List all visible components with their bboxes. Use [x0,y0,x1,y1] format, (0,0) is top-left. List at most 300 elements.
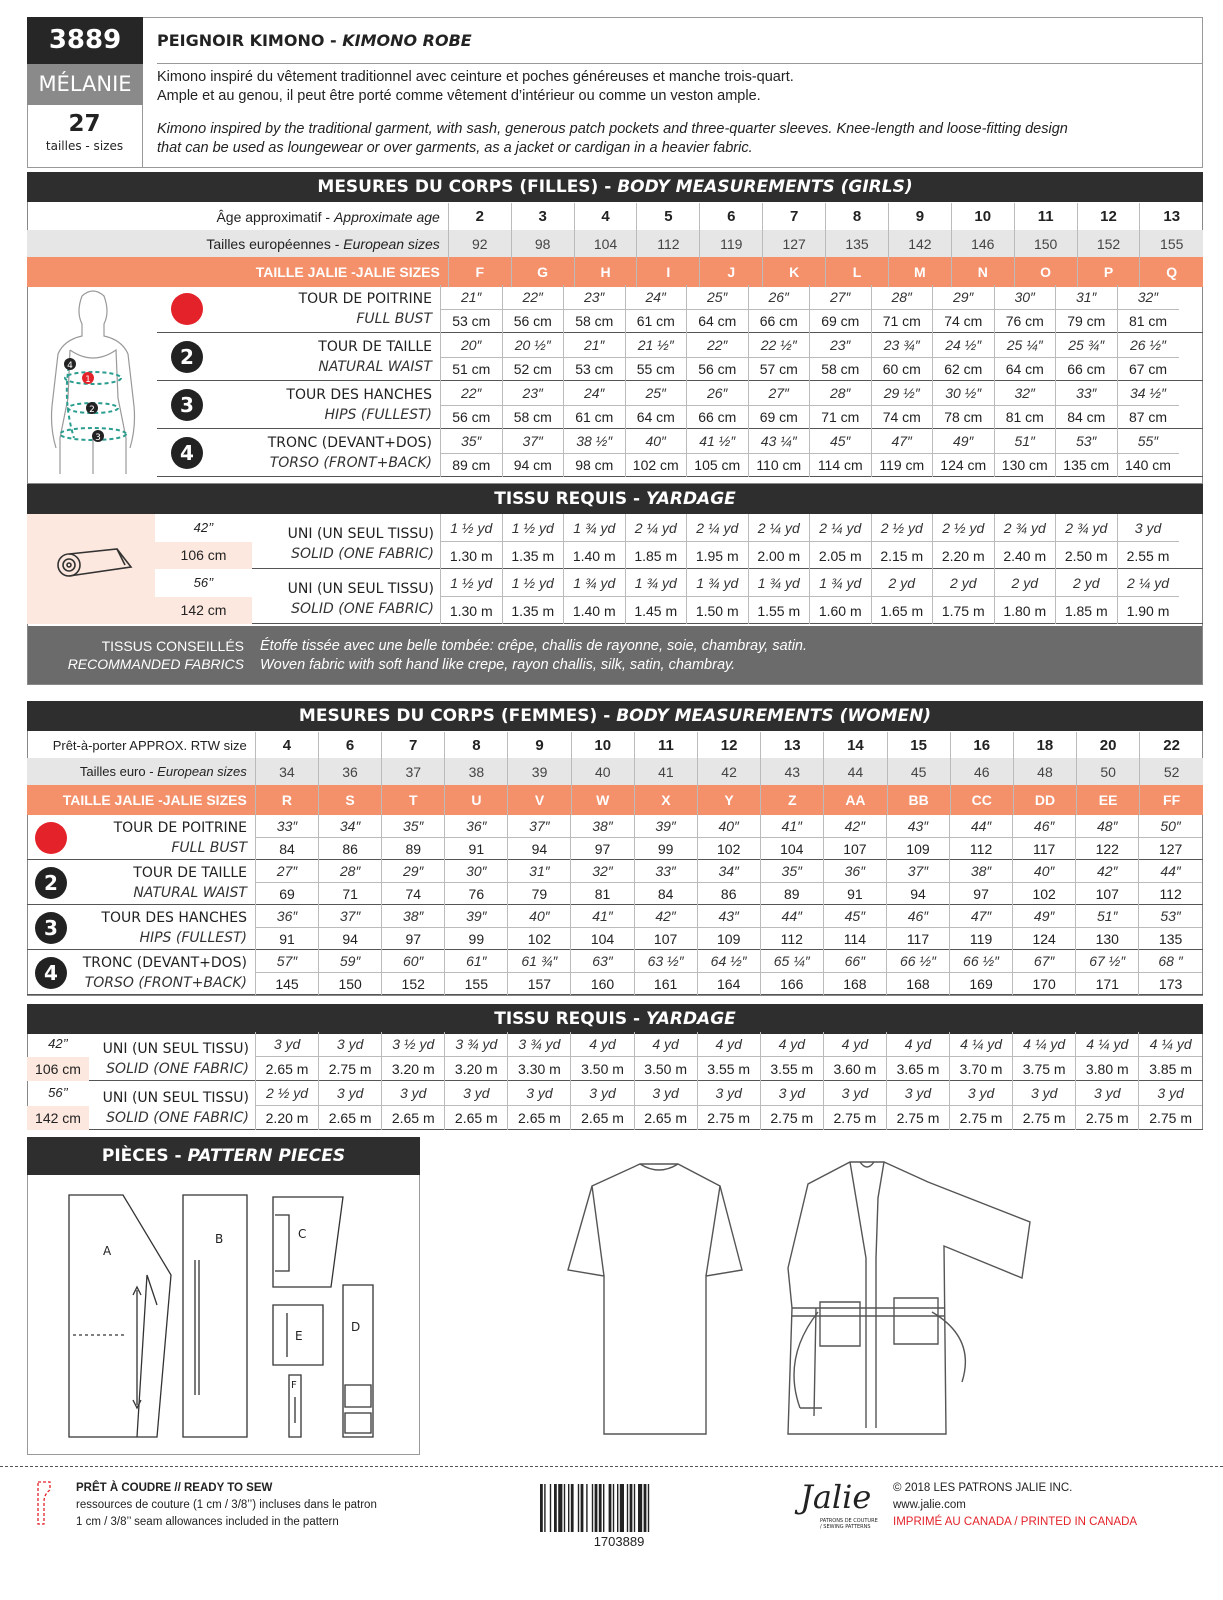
inch-value: 26″ [748,285,810,309]
cm-value: 55 cm [625,357,687,381]
size-cell: 42 [698,758,761,785]
cm-value: 104 [571,928,634,951]
size-cell: 146 [951,230,1014,257]
cm-value: 79 cm [1056,309,1118,333]
cm-value: 91 [256,928,319,951]
ready-title: PRÊT À COUDRE // READY TO SEW [76,1482,273,1494]
cm-value: 56 cm [441,405,503,429]
inch-value: 27″ [810,285,872,309]
meter-value: 1.85 m [625,542,687,570]
measure-number-icon: 4 [35,957,67,989]
size-cell: 6 [318,732,381,758]
inch-value: 40″ [697,815,760,838]
inch-value: 41″ [760,815,823,838]
meter-value: 1.40 m [564,542,626,570]
size-cell: 36 [318,758,381,785]
cm-value: 89 [382,838,445,861]
yard-value: 2 ¼ yd [748,514,810,542]
size-cell: 119 [700,230,763,257]
wy-title-fr: TISSU REQUIS - [494,1009,647,1029]
size-cell: 7 [763,203,826,230]
girls-age-label [27,203,448,230]
cm-value: 91 [823,883,886,906]
size-cell: M [888,257,951,287]
cm-value: 135 [1139,928,1202,951]
width-inch: 56’’ [193,575,214,590]
desc-en-1: Kimono inspired by the traditional garment, with sash, generous patch pockets and three-quarter sleeves. Knee-length and loose-fitting design [157,121,1068,137]
inch-row [441,285,1179,309]
measure-label-fr: TOUR DE TAILLE [318,339,432,355]
m-row [441,542,1179,570]
inch-row [256,860,1202,883]
gy-title-fr: TISSU REQUIS - [494,489,647,509]
measure-values [440,285,1179,333]
meter-value: 1.30 m [441,597,503,625]
cm-value: 160 [571,973,634,996]
yard-value: 3 yd [634,1081,697,1106]
cm-value: 102 [508,928,571,951]
cm-value: 110 cm [748,453,810,477]
girls-yardage-title [27,484,1203,514]
size-cell: W [571,785,634,815]
cm-value: 89 cm [441,453,503,477]
meter-value: 1.55 m [748,597,810,625]
yardage-values [440,569,1179,624]
yardage-row [27,1081,1203,1130]
measure-values [440,333,1179,381]
size-cell: 14 [824,732,887,758]
inch-row [256,815,1202,838]
measure-number-icon: 4 [171,437,203,469]
women-rtw-label: Prêt-à-porter APPROX. RTW size [52,737,247,753]
cm-value: 164 [697,973,760,996]
cm-value: 56 cm [502,309,564,333]
size-cell: O [1014,257,1077,287]
meter-value: 1.90 m [1117,597,1179,625]
cm-value: 52 cm [502,357,564,381]
cm-value: 74 cm [933,309,995,333]
measure-values [255,860,1202,905]
cm-value: 161 [634,973,697,996]
cm-value: 102 [1013,883,1076,906]
cm-value: 86 [697,883,760,906]
inch-value: 45″ [810,429,872,453]
meter-value: 3.55 m [760,1057,823,1082]
measure-row [27,905,1203,950]
yd-row [256,1081,1202,1106]
yard-value: 1 ¾ yd [564,514,626,542]
yard-value: 3 yd [1139,1081,1202,1106]
meter-value: 2.65 m [445,1106,508,1131]
inch-row [256,905,1202,928]
inch-value: 66 ½″ [950,950,1013,973]
cm-value: 97 [382,928,445,951]
measure-number-icon: 2 [35,867,67,899]
cm-value: 66 cm [1056,357,1118,381]
girls-jalie-row [27,257,1203,287]
inch-value: 23″ [810,333,872,357]
measure-row [27,950,1203,995]
yd-row [441,569,1179,597]
yardage-label [89,1039,249,1079]
inch-value: 37″ [886,860,949,883]
cm-value: 64 cm [625,405,687,429]
yard-value: 3 yd [697,1081,760,1106]
cm-value: 78 cm [933,405,995,429]
inch-value: 59″ [319,950,382,973]
size-cell: Q [1140,257,1203,287]
inch-value: 38″ [571,815,634,838]
desc-en-2: that can be used as loungewear or over garments, as a jacket or cardigan in a heavier fabric. [157,140,753,156]
measure-label [79,863,247,903]
cm-value: 87 cm [1117,405,1179,429]
cm-value: 114 [823,928,886,951]
meter-value: 1.30 m [441,542,503,570]
inch-value: 28″ [319,860,382,883]
size-cell: 11 [1014,203,1077,230]
age-fr: Âge approximatif - [216,208,334,225]
cm-value: 124 [1013,928,1076,951]
cm-value: 157 [508,973,571,996]
meter-value: 1.65 m [871,597,933,625]
cm-value: 140 cm [1117,453,1179,477]
size-cell: X [634,785,697,815]
yardage-label-en: SOLID (ONE FABRIC) [106,1109,249,1126]
cm-value: 81 [571,883,634,906]
inch-value: 53″ [1139,905,1202,928]
size-cell: Y [698,785,761,815]
measure-number-icon: 3 [35,912,67,944]
cm-value: 58 cm [564,309,626,333]
inch-value: 46″ [1013,815,1076,838]
inch-value: 22″ [441,381,503,405]
width-inch: 56’’ [48,1085,68,1100]
meter-value: 2.75 m [1013,1106,1076,1131]
cm-value: 51 cm [441,357,503,381]
cm-value: 91 [445,838,508,861]
cm-value: 107 [634,928,697,951]
cm-value: 81 cm [994,405,1056,429]
cm-value: 74 [382,883,445,906]
size-cell: 12 [698,732,761,758]
desc-fr-2: Ample et au genou, il peut être porté comme vêtement d’intérieur ou comme un veston ample. [157,88,761,104]
yard-value: 3 yd [319,1032,382,1057]
yard-value: 1 ¾ yd [625,569,687,597]
women-measurements-title [27,701,1203,731]
yard-value: 3 ¾ yd [508,1032,571,1057]
gy-title-en: YARDAGE [646,489,736,509]
inch-value: 22″ [502,285,564,309]
cm-value: 94 [319,928,382,951]
meter-value: 2.75 m [319,1057,382,1082]
euro-fr: Tailles européennes - [206,235,344,252]
girls-measurements-title [27,172,1203,202]
size-cell: 104 [574,230,637,257]
yard-value: 1 ¾ yd [748,569,810,597]
meter-value: 2.20 m [256,1106,319,1131]
yard-value: 4 ¼ yd [1013,1032,1076,1057]
inch-value: 57″ [256,950,319,973]
inch-value: 33″ [634,860,697,883]
inch-value: 50″ [1139,815,1202,838]
piece-f-label: F [291,1380,297,1391]
measure-label-fr: TRONC (DEVANT+DOS) [82,954,247,971]
inch-value: 32″ [571,860,634,883]
inch-value: 32″ [1117,285,1179,309]
yard-value: 1 ½ yd [441,569,503,597]
w-euro-fr: Tailles euro - [79,764,158,779]
footer-info [893,1480,1137,1531]
size-cell: S [318,785,381,815]
svg-text:4: 4 [67,361,73,371]
measure-row [157,285,1203,333]
size-cell: L [826,257,889,287]
barcode-number: 1703889 [593,1534,645,1549]
size-cell: DD [1013,785,1076,815]
cm-value: 74 cm [871,405,933,429]
inch-value: 49″ [1013,905,1076,928]
meter-value: 3.85 m [1139,1057,1202,1082]
cm-value: 61 cm [625,309,687,333]
inch-value: 37″ [508,815,571,838]
measure-label-fr: TOUR DE TAILLE [133,864,247,881]
yard-value: 3 yd [1076,1081,1139,1106]
yard-value: 3 yd [823,1081,886,1106]
inch-value: 38″ [382,905,445,928]
meter-value: 2.65 m [508,1106,571,1131]
cm-value: 135 cm [1056,453,1118,477]
yard-value: 3 yd [886,1081,949,1106]
yardage-row [27,1032,1203,1081]
fabrics-labels [28,637,244,673]
yardage-label-en: SOLID (ONE FABRIC) [291,545,434,562]
seam-allowance-icon [36,1480,56,1526]
cm-value: 169 [950,973,1013,996]
size-cell: 7 [382,732,445,758]
inch-value: 35″ [760,860,823,883]
measure-label-en: FULL BUST [356,311,432,327]
size-cell: 8 [445,732,508,758]
cm-value: 130 cm [994,453,1056,477]
piece-c-outline [273,1197,343,1287]
fabrics-fr-label: TISSUS CONSEILLÉS [101,638,244,654]
size-cell: 142 [888,230,951,257]
yard-value: 3 yd [1117,514,1179,542]
meter-value: 1.35 m [502,597,564,625]
inch-value: 36″ [256,905,319,928]
cm-value: 127 [1139,838,1202,861]
yd-row [441,514,1179,542]
measure-label [79,818,247,858]
inch-value: 44″ [950,815,1013,838]
cm-value: 117 [886,928,949,951]
svg-text:3: 3 [95,433,101,443]
meter-value: 3.80 m [1076,1057,1139,1082]
inch-value: 28″ [871,285,933,309]
cm-value: 112 [950,838,1013,861]
cm-row [441,357,1179,381]
cm-value: 69 cm [748,405,810,429]
cm-value: 114 cm [810,453,872,477]
fabric-roll-icon [55,545,135,585]
girls-jalie-label: TAILLE JALIE -JALIE SIZES [27,257,448,287]
size-cell: EE [1077,785,1140,815]
cm-value: 84 [256,838,319,861]
inch-value: 46″ [886,905,949,928]
printed-in: IMPRIMÉ AU CANADA / PRINTED IN CANADA [893,1516,1138,1528]
width-cm: 142 cm [155,597,252,625]
inch-value: 24″ [625,285,687,309]
measure-values [255,815,1202,860]
measure-label-fr: TOUR DES HANCHES [101,909,247,926]
inch-value: 33″ [1056,381,1118,405]
yardage-values [255,1081,1202,1130]
meter-value: 1.35 m [502,542,564,570]
cm-value: 94 cm [502,453,564,477]
cm-value: 155 [445,973,508,996]
cm-value: 122 [1076,838,1139,861]
yard-value: 2 ¾ yd [1056,514,1118,542]
meter-value: 1.85 m [1056,597,1118,625]
fabrics-en: Woven fabric with soft hand like crepe, rayon challis, silk, satin, chambray. [260,657,736,673]
piece-c-label: C [298,1227,307,1241]
yardage-values [440,514,1179,569]
description [157,68,1197,158]
size-cell: K [763,257,826,287]
girls-size-table [27,203,1203,287]
size-cell: R [255,785,318,815]
yardage-row [155,569,1203,624]
measure-label-en: HIPS (FULLEST) [139,929,247,946]
cm-value: 71 cm [810,405,872,429]
measure-label-en: NATURAL WAIST [318,359,432,375]
ready-en: 1 cm / 3/8’’ seam allowances included in the pattern [76,1516,339,1528]
yard-value: 4 ¼ yd [1139,1032,1202,1057]
pp-title-en: PATTERN PIECES [187,1146,346,1166]
meter-value: 3.50 m [571,1057,634,1082]
size-cell: 155 [1140,230,1203,257]
w-euro-en: European sizes [157,764,247,779]
yard-value: 4 yd [760,1032,823,1057]
women-jalie-label: TAILLE JALIE -JALIE SIZES [27,785,255,815]
cm-row [256,883,1202,906]
yard-value: 3 yd [1013,1081,1076,1106]
inch-value: 27″ [256,860,319,883]
size-cell: 46 [950,758,1013,785]
meter-value: 3.20 m [382,1057,445,1082]
size-label: tailles - sizes [45,139,124,153]
girls-age-row [27,203,1203,230]
cm-value: 53 cm [564,357,626,381]
yard-value: 1 ½ yd [502,569,564,597]
measure-values [255,905,1202,950]
meter-value: 2.65 m [256,1057,319,1082]
inch-value: 45″ [823,905,886,928]
size-cell: 45 [887,758,950,785]
width-cm: 142 cm [27,1106,89,1131]
women-size-table [27,732,1203,815]
meter-value: 3.50 m [634,1057,697,1082]
cm-value: 119 [950,928,1013,951]
size-cell: V [508,785,571,815]
cm-value: 79 [508,883,571,906]
cm-value: 97 [571,838,634,861]
inch-value: 21 ½″ [625,333,687,357]
inch-value: 32″ [994,381,1056,405]
women-yardage-title [27,1004,1203,1034]
measure-row [157,429,1203,477]
meter-value: 2.75 m [823,1106,886,1131]
inch-value: 42″ [634,905,697,928]
women-jalie-row [27,785,1203,815]
pattern-pieces-diagram [27,1175,420,1455]
piece-e-label: E [295,1329,303,1343]
inch-value: 22″ [687,333,749,357]
cm-row [441,453,1179,477]
barcode-icon [540,1484,698,1532]
inch-row [256,950,1202,973]
cm-row [256,973,1202,996]
cm-value: 109 [697,928,760,951]
inch-value: 40″ [625,429,687,453]
meter-value: 1.40 m [564,597,626,625]
website-url[interactable]: www.jalie.com [893,1499,966,1511]
cm-value: 168 [886,973,949,996]
inch-value: 23″ [502,381,564,405]
size-cell: 10 [951,203,1014,230]
yardage-label-fr: UNI (UN SEUL TISSU) [287,525,434,542]
women-title-fr: MESURES DU CORPS (FEMMES) - [298,706,617,726]
inch-value: 30″ [445,860,508,883]
yard-value: 2 ¼ yd [810,514,872,542]
piece-a-label: A [103,1244,112,1258]
m-row [256,1106,1202,1131]
meter-value: 2.55 m [1117,542,1179,570]
yard-value: 4 yd [823,1032,886,1057]
cm-value: 58 cm [502,405,564,429]
yard-value: 2 yd [871,569,933,597]
ready-fr: ressources de couture (1 cm / 3/8’’) incluses dans le patron [76,1499,377,1511]
inch-value: 39″ [445,905,508,928]
size-cell: 48 [1013,758,1076,785]
inch-value: 31″ [508,860,571,883]
measure-values [255,950,1202,995]
meter-value: 2.75 m [1139,1106,1202,1131]
svg-text:2: 2 [89,405,95,415]
inch-value: 61″ [445,950,508,973]
cm-value: 168 [823,973,886,996]
inch-row [441,429,1179,453]
width-inch: 42’’ [193,520,214,535]
yardage-label [252,579,434,619]
yard-value: 3 yd [319,1081,382,1106]
meter-value: 2.65 m [319,1106,382,1131]
cm-value: 60 cm [871,357,933,381]
yard-value: 2 ¼ yd [625,514,687,542]
size-cell: H [574,257,637,287]
inch-value: 29″ [382,860,445,883]
cm-value: 150 [319,973,382,996]
inch-value: 20″ [441,333,503,357]
cm-value: 102 [697,838,760,861]
inch-value: 23 ¾″ [871,333,933,357]
inch-value: 43 ¼″ [748,429,810,453]
cm-value: 105 cm [687,453,749,477]
cm-value: 130 [1076,928,1139,951]
meter-value: 2.50 m [1056,542,1118,570]
inch-value: 22 ½″ [748,333,810,357]
yard-value: 1 ½ yd [502,514,564,542]
